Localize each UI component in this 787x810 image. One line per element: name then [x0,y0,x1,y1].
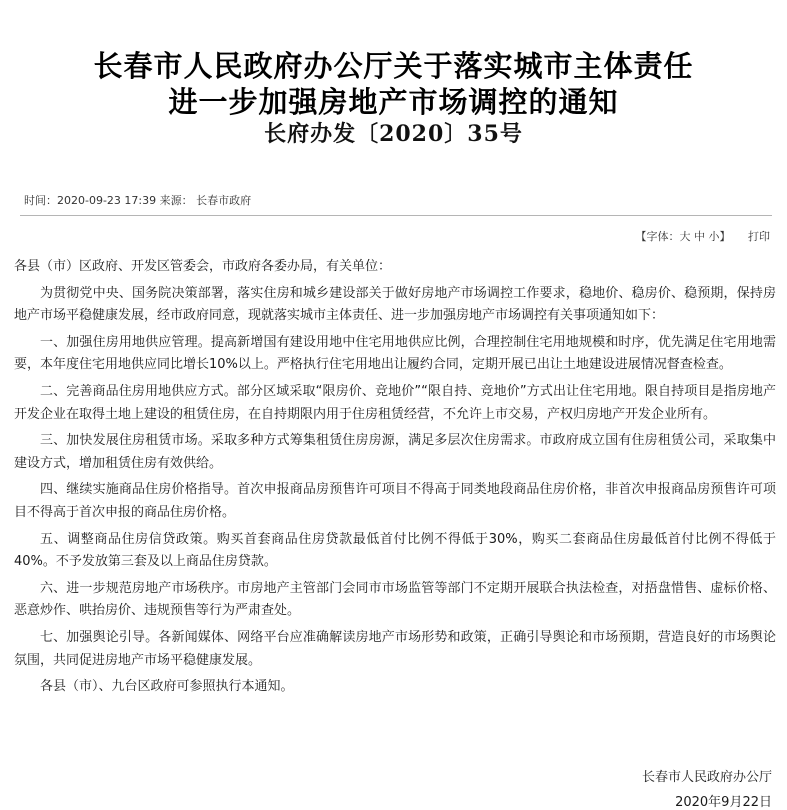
closing-paragraph: 各县（市）、九台区政府可参照执行本通知。 [40,679,294,695]
font-small-link[interactable]: 小 [708,230,720,243]
item-paragraph: 二、完善商品住房用地供应方式。部分区域采取“限房价、竞地价”“限自持、竞地价”方式出让住宅用地。限自持项目是指房地产开发企业在取得土地上建设的租赁住房，在自持期限内用于住房租赁经营，不允许上市交易，产权归房地产开发企业所有。 [14,383,776,422]
document-body [14,256,776,703]
item-paragraph: 三、加快发展住房租赁市场。采取多种方式筹集租赁住房房源，满足多层次住房需求。市政府成立国有住房租赁公司，采取集中建设方式，增加租赁住房有效供给。 [14,433,776,471]
item-paragraph: 七、加强舆论引导。各新闻媒体、网络平台应准确解读房地产市场形势和政策，正确引导舆论和市场预期，营造良好的市场舆论氛围，共同促进房地产市场平稳健康发展。 [14,629,776,668]
item-paragraph: 五、调整商品住房信贷政策。购买首套商品住房贷款最低首付比例不得低于30%，购买二套商品住房最低首付比例不得低于40%。不予发放第三套及以上商品住房贷款。 [14,531,776,570]
title-line-1: 长春市人民政府办公厅关于落实城市主体责任 [93,49,694,83]
font-large-link[interactable]: 大 [679,230,691,243]
font-size-suffix: 】 [719,230,731,243]
document-number: 长府办发〔2020〕35号 [264,121,523,147]
font-size-prefix: 【字体： [635,230,680,243]
issue-date: 2020年9月22日 [675,795,772,810]
text-tools [560,228,770,244]
print-link[interactable]: 打印 [748,230,770,243]
item-paragraph: 四、继续实施商品住房价格指导。首次申报商品房预售许可项目不得高于同类地段商品住房价格，非首次申报商品房预售许可项目不得高于首次申报的商品住房价格。 [14,482,776,520]
divider [20,215,772,216]
item-paragraph: 六、进一步规范房地产市场秩序。市房地产主管部门会同市市场监管等部门不定期开展联合执法检查，对捂盘惜售、虚标价格、恶意炒作、哄抬房价、违规预售等行为严肃查处。 [14,580,776,619]
item-paragraph: 一、加强住房用地供应管理。提高新增国有建设用地中住宅用地供应比例，合理控制住宅用地规模和时序，优先满足住宅用地需要，本年度住宅用地供应同比增长10%以上。严格执行住宅用地出让履约合同，定期开展已出让土地建设进展情况督查检查。 [14,334,776,373]
title-line-2: 进一步加强房地产市场调控的通知 [168,85,619,119]
intro-paragraph: 为贯彻党中央、国务院决策部署，落实住房和城乡建设部关于做好房地产市场调控工作要求，稳地价、稳房价、稳预期，保持房地产市场平稳健康发展，经市政府同意，现就落实城市主体责任、进一步加强房地产市场调控有关事项通知如下： [14,285,776,324]
publish-meta: 时间：2020-09-23 17:39 来源： 长春市政府 [24,194,252,207]
issuer-signature: 长春市人民政府办公厅 [641,770,772,785]
font-medium-link[interactable]: 中 [694,230,706,243]
salutation: 各县（市）区政府、开发区管委会，市政府各委办局，有关单位： [14,259,392,274]
